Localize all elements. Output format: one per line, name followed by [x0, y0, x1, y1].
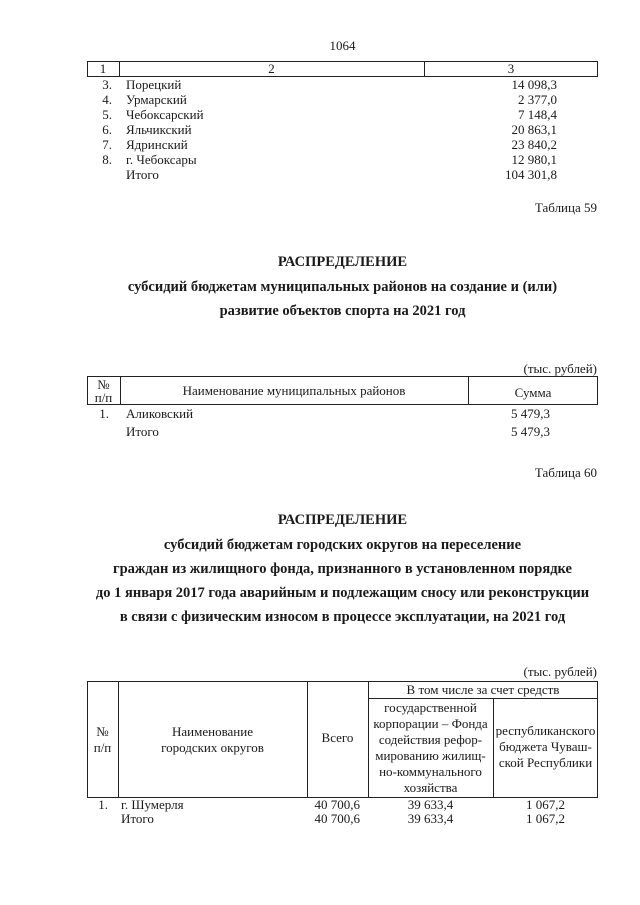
column-header-name	[118, 681, 307, 798]
table-label: Таблица 59	[534, 200, 597, 215]
header-line: ской Республики	[498, 754, 593, 770]
column-header-fund	[368, 698, 493, 797]
header-line: но-коммунального	[379, 763, 482, 779]
amount: 2 377,0	[518, 92, 557, 107]
amount: 20 863,1	[511, 122, 557, 137]
header-line: городских округов	[161, 739, 264, 755]
header-line: мированию жилищ-	[375, 747, 486, 763]
city-name: г. Шумерля	[121, 797, 184, 812]
amount: 14 098,3	[511, 77, 557, 92]
table-subtitle-line: субсидий бюджетам муниципальных районов на создание и (или)	[127, 279, 558, 295]
column-number-header: 1	[99, 61, 107, 76]
table-subtitle-line: развитие объектов спорта на 2021 год	[219, 303, 466, 319]
amount-total: 40 700,6	[314, 797, 360, 812]
table-subtitle-line: в связи с физическим износом в процессе эксплуатации, на 2021 год	[119, 609, 566, 625]
header-line: корпорации – Фонда	[373, 715, 488, 731]
row-number: 5.	[102, 107, 112, 122]
row-number: 8.	[102, 152, 112, 167]
row-number: 1.	[99, 406, 109, 421]
page-number: 1064	[329, 38, 356, 53]
district-name: Ядринский	[126, 137, 188, 152]
column-number-header: 2	[268, 61, 275, 76]
header-line: государственной	[384, 699, 477, 715]
column-header-name: Наименование муниципальных районов	[182, 382, 406, 398]
table-label: Таблица 60	[534, 465, 597, 480]
column-number-header: 3	[507, 61, 515, 76]
amount-fund: 39 633,4	[407, 797, 454, 812]
header-line: п/п	[94, 389, 113, 405]
district-name: г. Чебоксары	[126, 152, 197, 167]
column-header-number	[87, 376, 120, 405]
header-line: №	[97, 376, 110, 392]
amount: 7 148,4	[518, 107, 557, 122]
row-number: 1.	[98, 797, 108, 812]
amount: 5 479,3	[511, 406, 550, 421]
row-number: 4.	[102, 92, 112, 107]
header-line: п/п	[93, 739, 112, 755]
column-header-total: Всего	[321, 730, 354, 745]
table-title: РАСПРЕДЕЛЕНИЕ	[277, 512, 408, 528]
column-header-amount: Сумма	[514, 384, 552, 400]
row-number: 7.	[102, 137, 112, 152]
header-line: республиканского	[495, 722, 596, 738]
district-name: Яльчикский	[126, 122, 192, 137]
table-subtitle-line: до 1 января 2017 года аварийным и подлежащим сносу или реконструкции	[95, 585, 590, 601]
header-line: хозяйства	[403, 779, 458, 795]
header-line: №	[96, 723, 109, 739]
total-amount: 5 479,3	[511, 424, 550, 439]
table-title: РАСПРЕДЕЛЕНИЕ	[277, 254, 408, 270]
amount-republic: 1 067,2	[526, 797, 565, 812]
total-republic: 1 067,2	[526, 811, 565, 826]
district-name: Чебоксарский	[126, 107, 204, 122]
units-note: (тыс. рублей)	[523, 664, 597, 679]
row-number: 3.	[102, 77, 112, 92]
district-name: Аликовский	[126, 406, 194, 421]
row-number: 6.	[102, 122, 112, 137]
total-fund: 39 633,4	[407, 811, 454, 826]
district-name: Порецкий	[126, 77, 182, 92]
units-note: (тыс. рублей)	[523, 361, 597, 376]
amount: 23 840,2	[511, 137, 557, 152]
total-label: Итого	[126, 167, 159, 182]
district-name: Урмарский	[126, 92, 187, 107]
total-amount: 104 301,8	[505, 167, 557, 182]
amount: 12 980,1	[511, 152, 557, 167]
column-header-number	[87, 681, 118, 798]
table-subtitle-line: граждан из жилищного фонда, признанного в установленном порядке	[113, 561, 572, 577]
column-header-republic	[493, 698, 598, 795]
total-label: Итого	[121, 811, 154, 826]
column-group-header: В том числе за счет средств	[406, 681, 560, 697]
total-amount: 40 700,6	[314, 811, 360, 826]
header-line: Наименование	[172, 723, 253, 739]
table-subtitle-line: субсидий бюджетам городских округов на переселение	[163, 537, 522, 553]
header-line: содействия рефор-	[378, 731, 483, 747]
total-label: Итого	[126, 424, 159, 439]
header-line: бюджета Чуваш-	[499, 738, 592, 754]
